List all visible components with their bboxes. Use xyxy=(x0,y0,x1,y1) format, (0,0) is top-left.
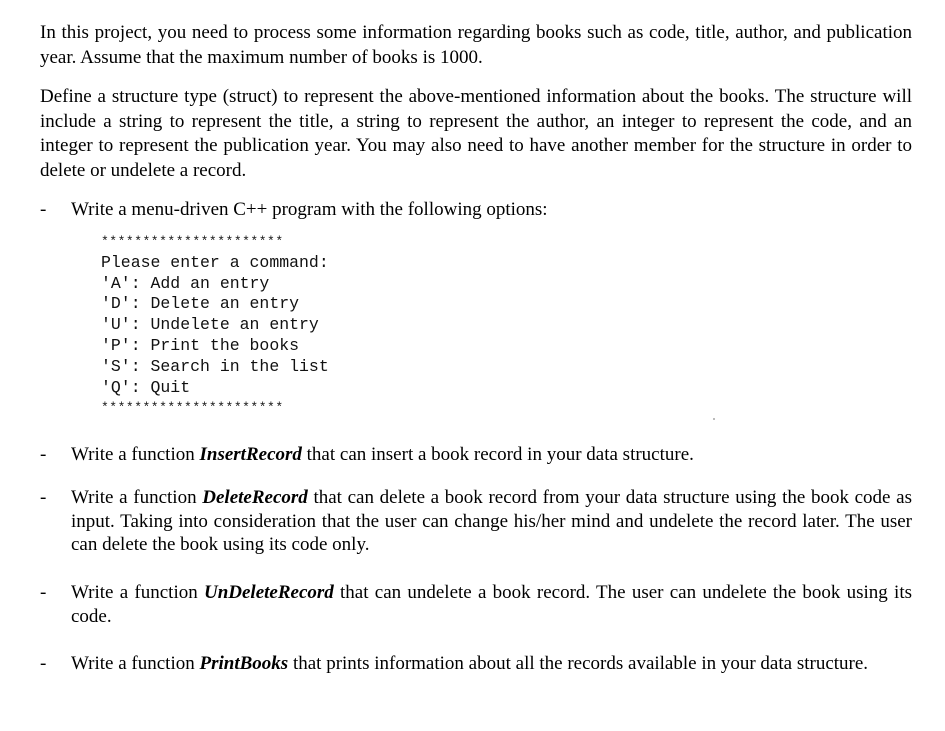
task-text xyxy=(71,652,912,676)
menu-border-bottom: ********************** xyxy=(101,400,284,416)
bullet-print-books xyxy=(40,652,912,676)
task-suffix: that can undelete a book record. The user can undelete the book using its code. xyxy=(71,582,912,627)
function-name: PrintBooks xyxy=(199,653,289,674)
menu-border-top: ********************** xyxy=(101,234,284,249)
function-name: DeleteRecord xyxy=(202,487,308,508)
bullet-delete-record xyxy=(40,486,912,557)
menu-option-print: 'P': Print the books xyxy=(101,335,300,355)
bullet-undelete-record xyxy=(40,581,912,628)
task-prefix: Write a function xyxy=(71,653,200,674)
task-suffix: that can delete a book record from your data structure using the book code as input. Taking into consideration that the user can change his/her mind and undelete the record later. The user can delete the book using its code only. xyxy=(71,487,912,555)
task-text xyxy=(71,443,912,467)
menu-option-quit: 'Q': Quit xyxy=(101,377,191,397)
task-prefix: Write a function xyxy=(71,487,203,508)
task-suffix: that can insert a book record in your data structure. xyxy=(301,444,694,465)
menu-option-add: 'A': Add an entry xyxy=(101,273,270,293)
task-prefix: Write a function xyxy=(71,444,200,465)
menu-option-delete: 'D': Delete an entry xyxy=(101,294,300,314)
bullet-dash: - xyxy=(40,199,47,220)
bullet-dash: - xyxy=(40,444,47,465)
menu-code-block xyxy=(101,232,329,419)
struct-paragraph: Define a structure type (struct) to represent the above-mentioned information about the books. The structure will include a string to represent the title, a string to represent the author, an integer to represent the code, and an integer to represent the publication year. You may also need to have another member for the structure in order to delete or undelete a record. xyxy=(40,86,912,181)
task-text xyxy=(71,486,912,557)
bullet-dash: - xyxy=(40,487,47,508)
scan-speck xyxy=(713,418,715,420)
bullet-dash: - xyxy=(40,653,47,674)
function-name: UnDeleteRecord xyxy=(203,582,334,603)
task-text xyxy=(71,581,912,628)
function-name: InsertRecord xyxy=(199,444,302,465)
intro-paragraph: In this project, you need to process some information regarding books such as code, title, author, and publication year. Assume that the maximum number of books is 1000. xyxy=(40,22,912,68)
bullet-dash: - xyxy=(40,582,47,603)
bullet-menu-program xyxy=(40,198,912,222)
bullet-insert-record xyxy=(40,443,912,467)
menu-option-search: 'S': Search in the list xyxy=(101,356,329,376)
task-suffix: that prints information about all the records available in your data structure. xyxy=(288,653,869,674)
menu-option-undelete: 'U': Undelete an entry xyxy=(101,315,319,335)
menu-prompt: Please enter a command: xyxy=(101,252,329,272)
menu-intro-text: Write a menu-driven C++ program with the following options: xyxy=(71,199,548,220)
task-prefix: Write a function xyxy=(71,582,204,603)
